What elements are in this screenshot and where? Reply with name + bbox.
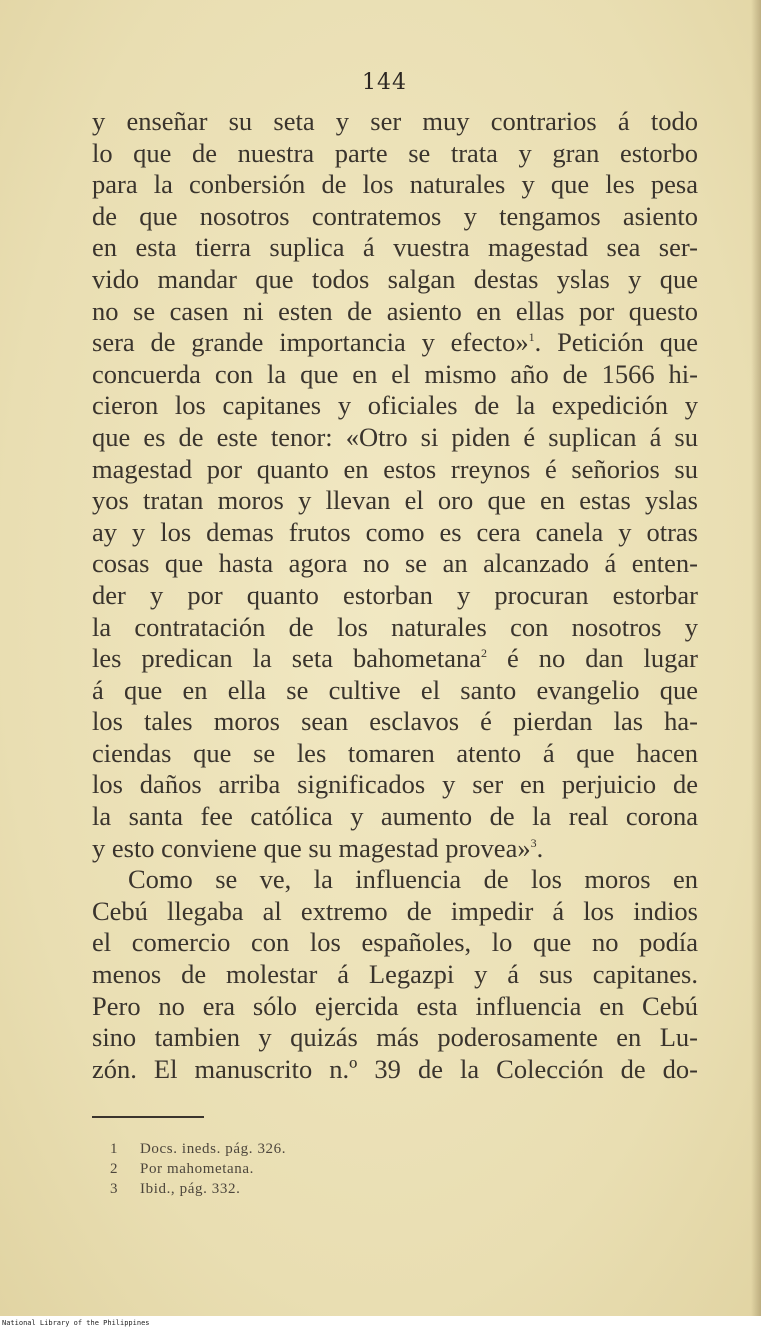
footnote-text: Docs. ineds. pág. 326.: [140, 1141, 287, 1157]
footnote-ref: 2: [481, 646, 488, 661]
footnote: [110, 1139, 286, 1159]
text-line-with-footnote: [92, 327, 698, 359]
text-line: ay y los demas frutos como es cera canela y otras: [92, 516, 698, 547]
text-line: sino tambien y quizás más poderosamente en Lu-: [92, 1022, 698, 1053]
paragraph-start-line: Como se ve, la influencia de los moros en: [128, 864, 698, 895]
text-line: los tales moros sean esclavos é pierdan las ha-: [92, 706, 698, 737]
text-line: ciendas que se les tomaren atento á que hacen: [92, 737, 698, 768]
page-number: 144: [362, 70, 407, 95]
text-line: los daños arriba significados y ser en perjuicio de: [92, 769, 698, 800]
footnote-text: Por mahometana.: [140, 1161, 254, 1177]
library-credit: National Library of the Philippines: [2, 1319, 150, 1327]
footnote-text: Ibid., pág. 332.: [140, 1181, 241, 1197]
body-text: [92, 106, 698, 1085]
footnote: [110, 1159, 286, 1179]
footnote-ref: 1: [528, 330, 535, 345]
text-line: vido mandar que todos salgan destas yslas y que: [92, 263, 698, 294]
text-line: el comercio con los españoles, lo que no podía: [92, 927, 698, 958]
text-line: á que en ella se cultive el santo evangelio que: [92, 674, 698, 705]
text-line: cieron los capitanes y oficiales de la expedición y: [92, 390, 698, 421]
footnote-ref: 3: [530, 835, 537, 850]
text-line: Pero no era sólo ejercida esta influencia en Cebú: [92, 990, 698, 1021]
text-line: lo que de nuestra parte se trata y gran estorbo: [92, 137, 698, 168]
text-line: magestad por quanto en estos rreynos é señorios su: [92, 453, 698, 484]
page-edge-shadow: [751, 0, 761, 1316]
text-line: de que nosotros contratemos y tengamos asiento: [92, 200, 698, 231]
footnote: [110, 1179, 286, 1199]
text-line: y enseñar su seta y ser muy contrarios á todo: [92, 106, 698, 136]
text-segment: sera de grande importancia y efecto»: [92, 327, 529, 358]
text-line: cosas que hasta agora no se an alcanzado á enten-: [92, 548, 698, 579]
text-line: zón. El manuscrito n.º 39 de la Colección de do-: [92, 1053, 698, 1084]
footnote-number: 3: [110, 1181, 119, 1197]
text-segment: y esto conviene que su magestad provea»: [92, 832, 531, 863]
text-segment: . Petición que: [534, 327, 698, 358]
text-line: la santa fee católica y aumento de la real corona: [92, 801, 698, 832]
text-line: Cebú llegaba al extremo de impedir á los indios: [92, 895, 698, 926]
text-segment: é no dan lugar: [487, 643, 698, 674]
text-line-with-footnote: [92, 643, 698, 675]
text-line: en esta tierra suplica á vuestra magestad sea ser-: [92, 232, 698, 263]
text-line: concuerda con la que en el mismo año de 1566 hi-: [92, 358, 698, 389]
text-line: yos tratan moros y llevan el oro que en estas yslas: [92, 485, 698, 516]
text-line: que es de este tenor: «Otro si piden é suplican á su: [92, 421, 698, 452]
text-line: der y por quanto estorban y procuran estorbar: [92, 579, 698, 610]
text-line-with-footnote: y esto conviene que su magestad provea»$^3$.: [92, 832, 544, 863]
footnotes: [110, 1139, 286, 1199]
text-line: para la conbersión de los naturales y que les pesa: [92, 169, 698, 200]
footnote-number: 1: [110, 1141, 119, 1157]
text-line: la contratación de los naturales con nosotros y: [92, 611, 698, 642]
footnote-number: 2: [110, 1161, 119, 1177]
footnote-divider: [92, 1116, 204, 1118]
text-segment: les predican la seta bahometana: [92, 643, 482, 674]
text-line: menos de molestar á Legazpi y á sus capitanes.: [92, 959, 698, 990]
text-line: no se casen ni esten de asiento en ellas por questo: [92, 295, 698, 326]
